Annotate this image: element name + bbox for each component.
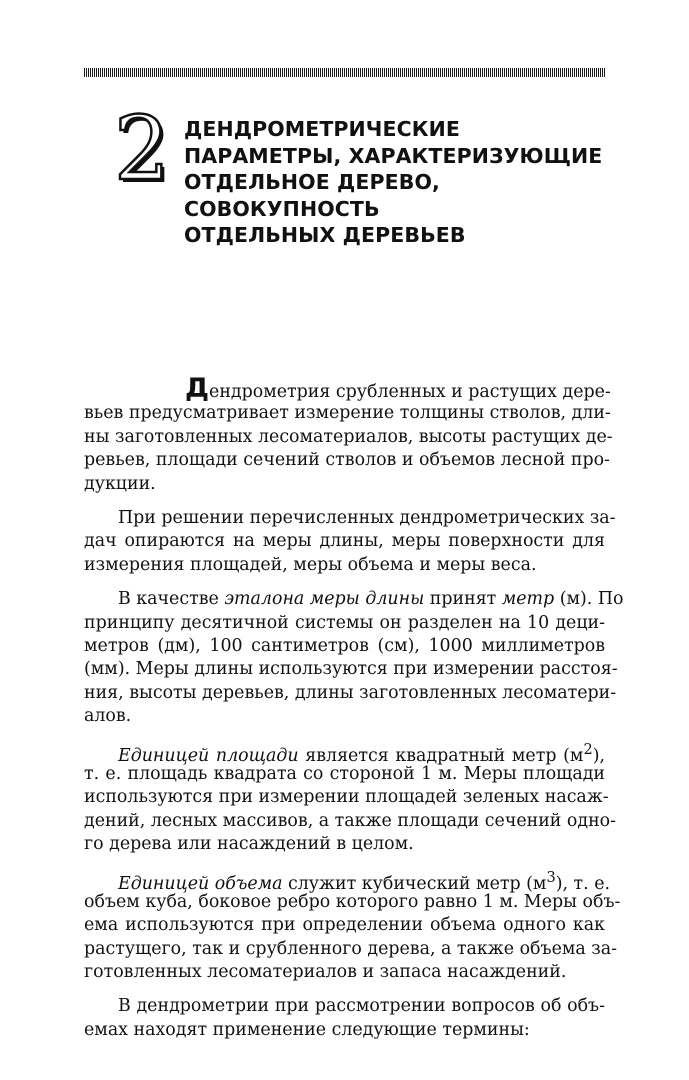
text-line: т. е. площадь квадрата со стороной 1 м. Меры площади — [84, 763, 605, 784]
paragraph-length — [84, 588, 624, 728]
text-line: измерения площадей, меры объема и меры веса. — [84, 554, 537, 575]
text-line: Единицей площади является квадратный метр $(м^2)$, — [118, 742, 606, 767]
paragraph-terms — [84, 995, 605, 1042]
text-line: В качестве эталона меры длины принят метр (м). По — [118, 589, 624, 610]
term-metre: метр — [501, 589, 555, 610]
text-line: объем куба, боковое ребро которого равно 1 м. Меры объ- — [84, 891, 621, 912]
text-line: ния, высоты деревьев, длины заготовленных лесоматери- — [84, 682, 617, 703]
text-line: алов. — [84, 706, 132, 727]
term-length-standard: эталона меры длины — [224, 589, 425, 610]
chapter-title-line: ДЕНДРОМЕТРИЧЕСКИЕ — [184, 117, 460, 141]
text-line: дач опираются на меры длины, меры поверхности для — [84, 531, 605, 552]
text-line: метров (дм), 100 сантиметров (см), 1000 миллиметров — [84, 635, 605, 656]
text-line: принципу десятичной системы он разделен на 10 деци- — [84, 612, 605, 633]
text-line: растущего, так и срубленного дерева, а также объема за- — [84, 938, 618, 959]
paragraph-intro — [84, 373, 613, 496]
paragraph-volume — [84, 867, 621, 984]
text-line: готовленных лесоматериалов и запаса насаждений. — [84, 961, 567, 982]
text-line: Дендрометрия срубленных и растущих дере- — [185, 373, 611, 404]
text-line: (мм). Меры длины используются при измерении расстоя- — [84, 659, 618, 680]
chapter-title-line: ПАРАМЕТРЫ, ХАРАКТЕРИЗУЮЩИЕ — [184, 143, 603, 168]
body-text — [84, 373, 624, 1042]
text-line: Единицей объема служит кубический метр $(м^3)$, т. е. — [118, 870, 611, 895]
text-line: дений, лесных массивов, а также площади сечений одно- — [84, 810, 617, 831]
text-line: вьев предусматривает измерение толщины стволов, дли- — [84, 403, 611, 424]
text-line: емах находят применение следующие термины: — [84, 1019, 530, 1040]
chapter-title-line: ОТДЕЛЬНОЕ ДЕРЕВО, — [184, 170, 440, 194]
drop-cap: Д — [185, 373, 210, 404]
text-line: дукции. — [84, 473, 156, 494]
text-line: В дендрометрии при рассмотрении вопросов об объ- — [118, 996, 605, 1017]
text-line: При решении перечисленных дендрометрических за- — [118, 507, 616, 528]
text-line: го дерева или насаждений в целом. — [84, 834, 414, 855]
text-line: используются при измерении площадей зеленых насаж- — [84, 787, 609, 808]
paragraph-measures — [84, 507, 616, 577]
term-area-unit: Единицей площади — [118, 746, 299, 767]
term-volume-unit: Единицей объема — [118, 874, 283, 895]
chapter-title-line: ОТДЕЛЬНЫХ ДЕРЕВЬЕВ — [184, 223, 466, 247]
chapter-title — [184, 116, 602, 249]
text-line: ема используются при определении объема одного как — [84, 915, 605, 936]
chapter-number: 2 — [114, 97, 170, 200]
chapter-title-line: СОВОКУПНОСТЬ — [184, 196, 380, 221]
text-line: ревьев, площади сечений стволов и объемов лесной про- — [84, 450, 610, 471]
text-line: ны заготовленных лесоматериалов, высоты растущих де- — [84, 426, 613, 447]
paragraph-area — [84, 739, 617, 856]
header-rule — [84, 68, 605, 77]
